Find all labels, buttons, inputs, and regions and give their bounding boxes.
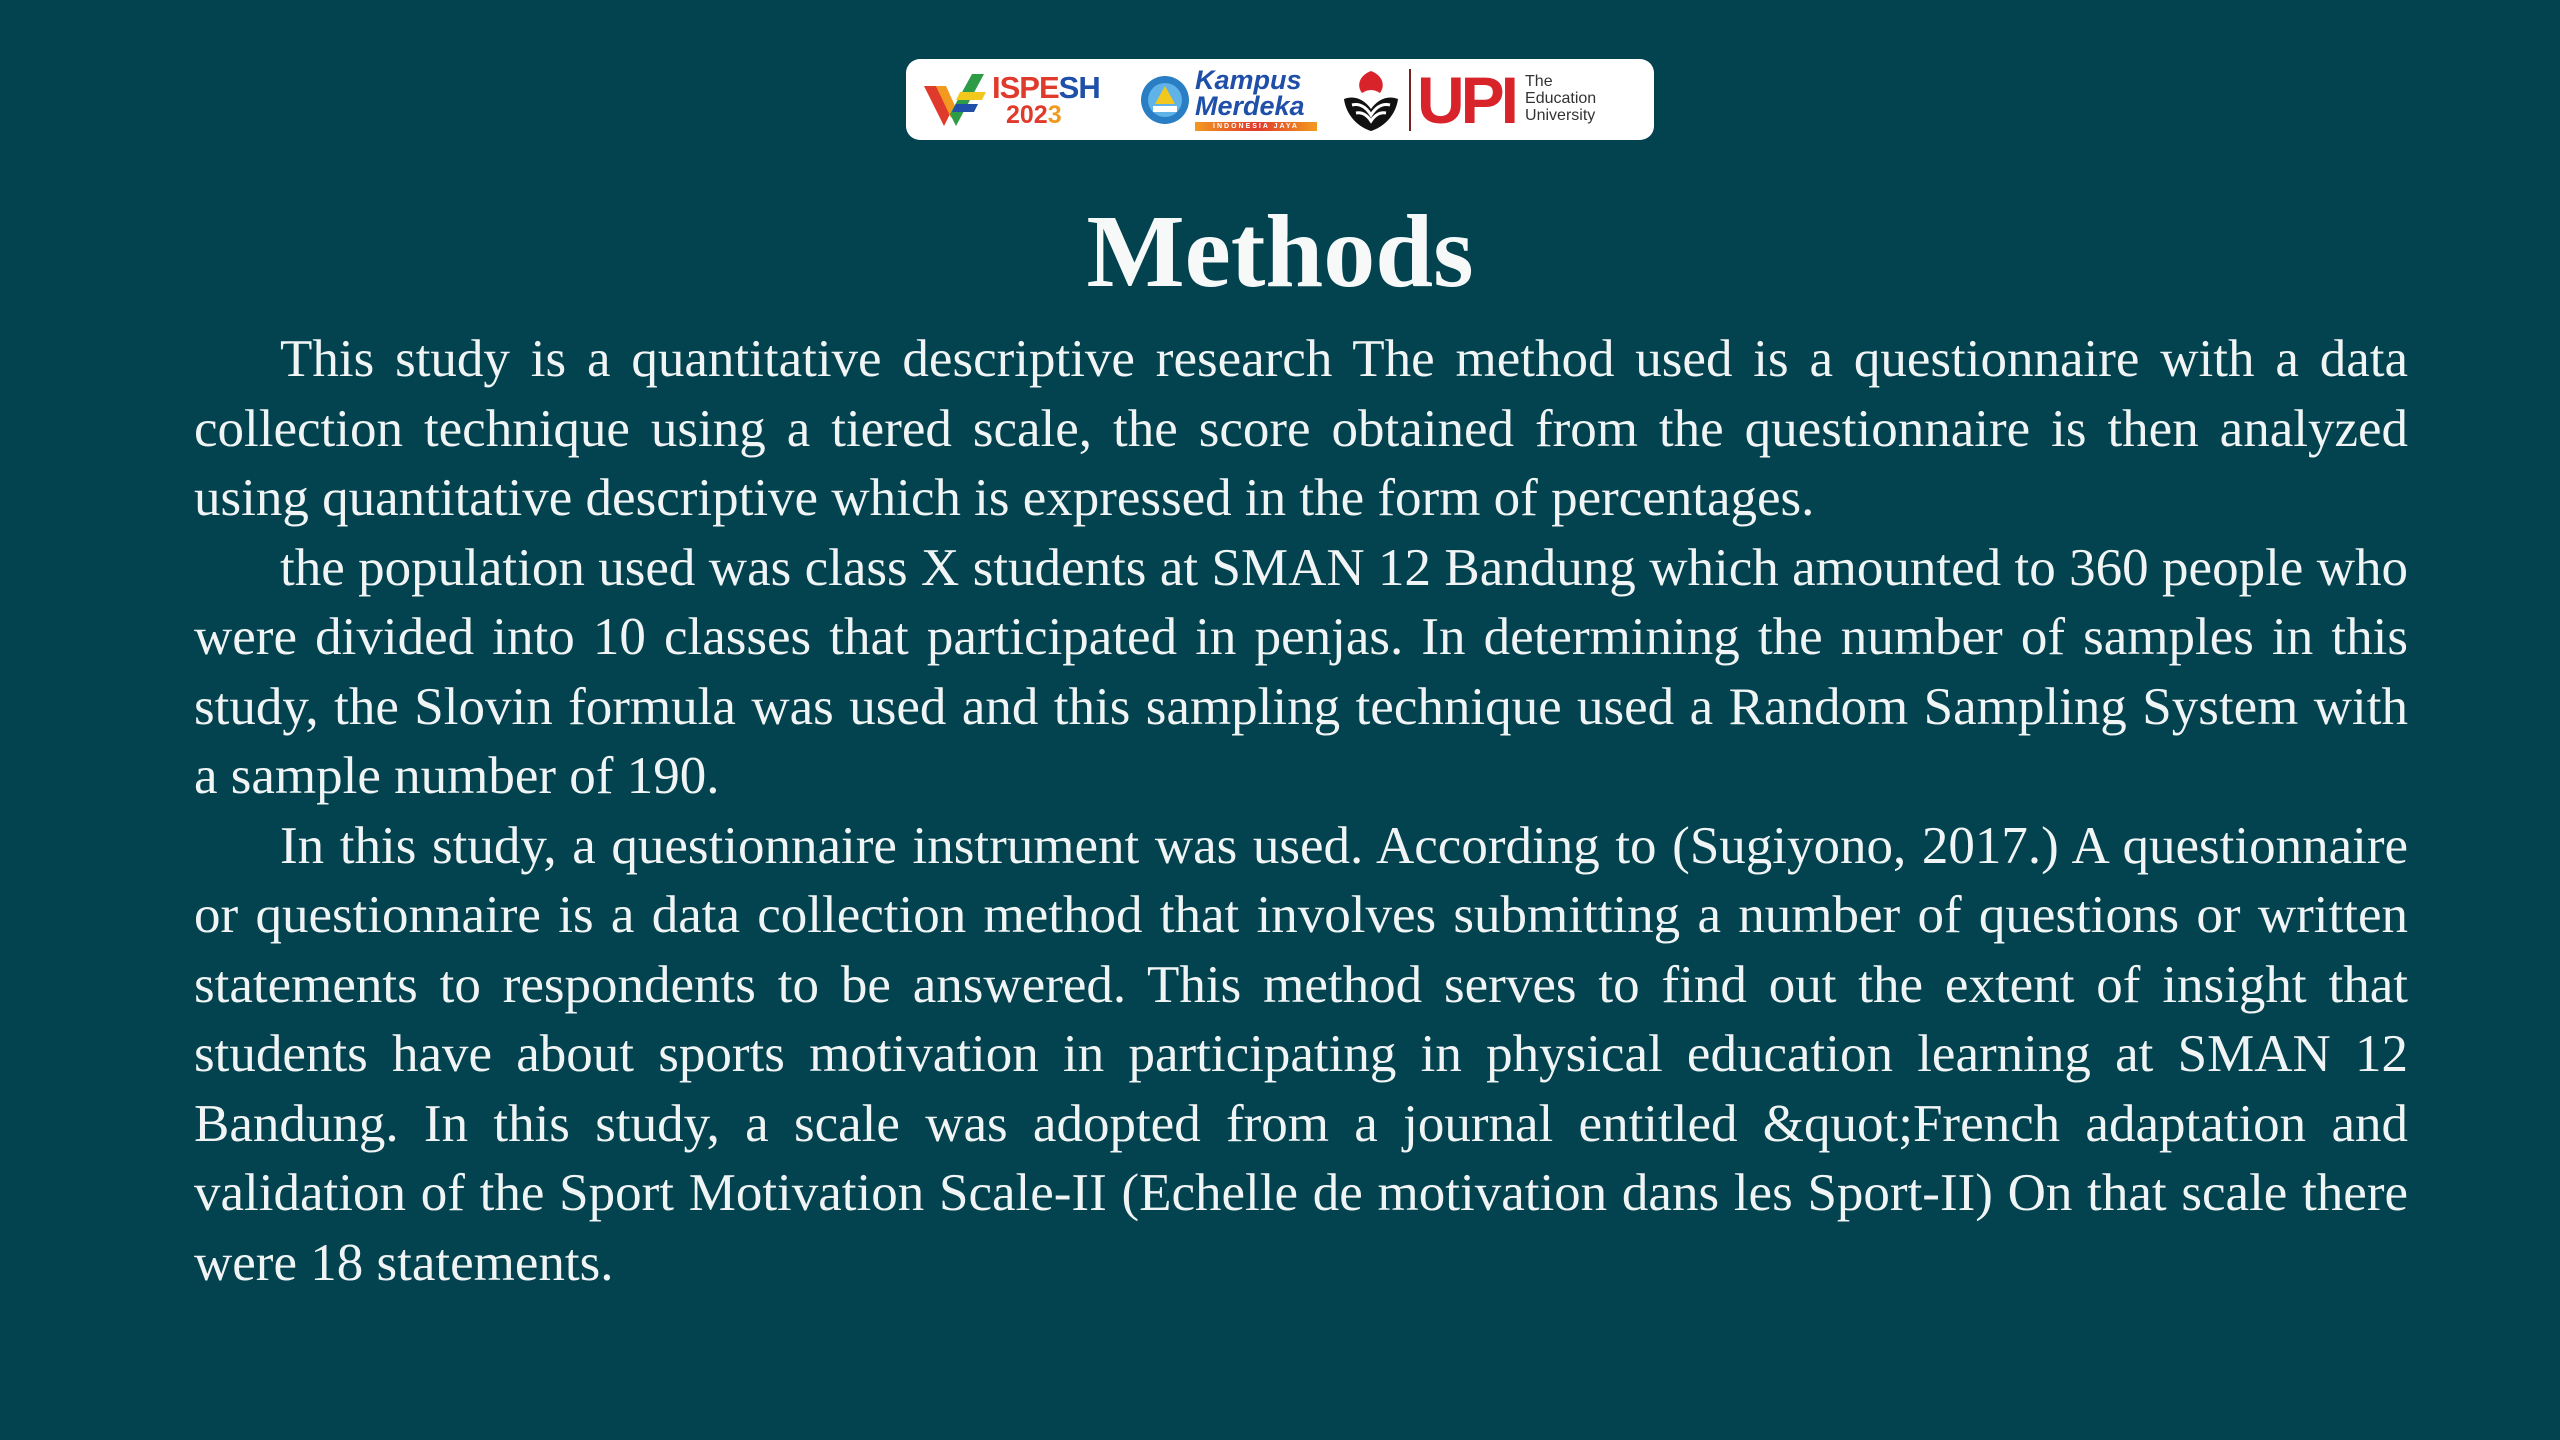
paragraph-2: the population used was class X students at SMAN 12 Bandung which amounted to 360 people who were divided into 10 classes that participated in penjas. In determining the number of samples in this study, the Slovin formula was used and this sampling technique used a Random Sampling System with a sample number of 190. bbox=[194, 538, 2408, 805]
upi-logo bbox=[1417, 59, 1596, 140]
logo-banner bbox=[906, 59, 1654, 140]
ispesh-year-1: 202 bbox=[1006, 100, 1048, 129]
kampus-strip: INDONESIA JAYA bbox=[1195, 122, 1317, 131]
upi-wordmark: UPI bbox=[1417, 62, 1516, 137]
paragraph-1: This study is a quantitative descriptive research The method used is a questionnaire with a data collection technique using a tiered scale, the score obtained from the questionnaire is then analyzed using quantitative descriptive which is expressed in the form of percentages. bbox=[194, 330, 2408, 527]
kampus-line-1: Kampus bbox=[1195, 65, 1302, 96]
ispesh-name-1: ISPE bbox=[992, 69, 1059, 105]
paragraph-3: In this study, a questionnaire instrument was used. According to (Sugiyono, 2017.) A questionnaire or questionnaire is a data collection method that involves submitting a number of questions or written statements to respondents to be answered. This method serves to find out the extent of insight that students have about sports motivation in participating in physical education learning at SMAN 12 Bandung. In this study, a scale was adopted from a journal entitled &quot;French adaptation and validation of the Sport Motivation Scale-II (Echelle de motivation dans les Sport-II) On that scale there were 18 statements. bbox=[194, 816, 2408, 1292]
upi-subtitle bbox=[1525, 74, 1596, 124]
slide-title: Methods bbox=[1086, 194, 1474, 309]
tut-wuri-handayani-logo bbox=[1135, 59, 1195, 140]
ispesh-mark-icon bbox=[920, 68, 990, 132]
upi-sub-2: Education bbox=[1525, 90, 1597, 108]
upi-emblem-logo bbox=[1335, 59, 1407, 140]
kampus-line-2: Merdeka bbox=[1195, 91, 1305, 121]
kampus-merdeka-logo bbox=[1195, 59, 1335, 140]
upi-emblem-icon bbox=[1338, 65, 1404, 135]
ispesh-2023-logo bbox=[920, 59, 1135, 140]
ispesh-name-2: SH bbox=[1058, 69, 1100, 105]
logo-divider bbox=[1409, 69, 1411, 131]
tut-wuri-emblem-icon bbox=[1139, 74, 1191, 126]
slide-body bbox=[194, 325, 2408, 1298]
ispesh-year-2: 3 bbox=[1047, 100, 1062, 129]
upi-sub-1: The bbox=[1525, 73, 1553, 91]
upi-sub-3: University bbox=[1525, 106, 1596, 124]
